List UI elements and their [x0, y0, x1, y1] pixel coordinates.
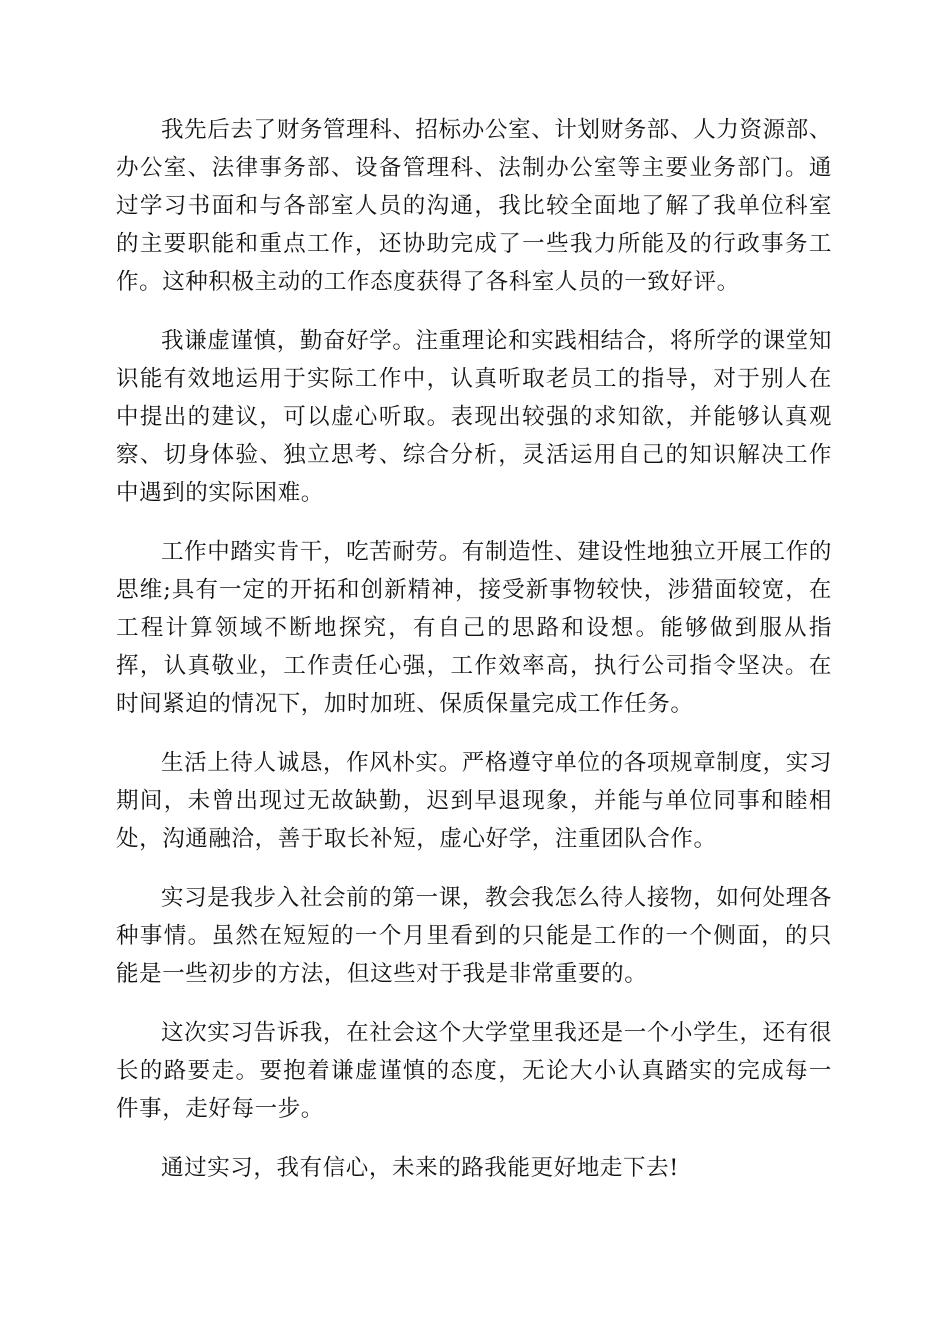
document-body [116, 111, 832, 1208]
paragraph-learning: 我谦虚谨慎，勤奋好学。注重理论和实践相结合，将所学的课堂知识能有效地运用于实际工作中，认真听取老员工的指导，对于别人在中提出的建议，可以虚心听取。表现出较强的求知欲，并能够认真观察、切身体验、独立思考、综合分析，灵活运用自己的知识解决工作中遇到的实际困难。 [116, 328, 832, 506]
paragraph-life: 生活上待人诚恳，作风朴实。严格遵守单位的各项规章制度，实习期间，未曾出现过无故缺勤，迟到早退现象，并能与单位同事和睦相处，沟通融洽，善于取长补短，虚心好学，注重团队合作。 [116, 750, 832, 852]
paragraph-first-lesson: 实习是我步入社会前的第一课，教会我怎么待人接物，如何处理各种事情。虽然在短短的一个月里看到的只能是工作的一个侧面，的只能是一些初步的方法，但这些对于我是非常重要的。 [116, 885, 832, 987]
paragraph-long-road: 这次实习告诉我，在社会这个大学堂里我还是一个小学生，还有很长的路要走。要抱着谦虚谨慎的态度，无论大小认真踏实的完成每一件事，走好每一步。 [116, 1020, 832, 1122]
paragraph-work-attitude: 工作中踏实肯干，吃苦耐劳。有制造性、建设性地独立开展工作的思维;具有一定的开拓和创新精神，接受新事物较快，涉猎面较宽，在工程计算领域不断地探究，有自己的思路和设想。能够做到服从指挥，认真敬业，工作责任心强，工作效率高，执行公司指令坚决。在时间紧迫的情况下，加时加班、保质保量完成工作任务。 [116, 539, 832, 717]
paragraph-confidence: 通过实习，我有信心，未来的路我能更好地走下去! [161, 1155, 679, 1181]
paragraph-departments: 我先后去了财务管理科、招标办公室、计划财务部、人力资源部、办公室、法律事务部、设备管理科、法制办公室等主要业务部门。通过学习书面和与各部室人员的沟通，我比较全面地了解了我单位科室的主要职能和重点工作，还协助完成了一些我力所能及的行政事务工作。这种积极主动的工作态度获得了各科室人员的一致好评。 [116, 117, 832, 295]
